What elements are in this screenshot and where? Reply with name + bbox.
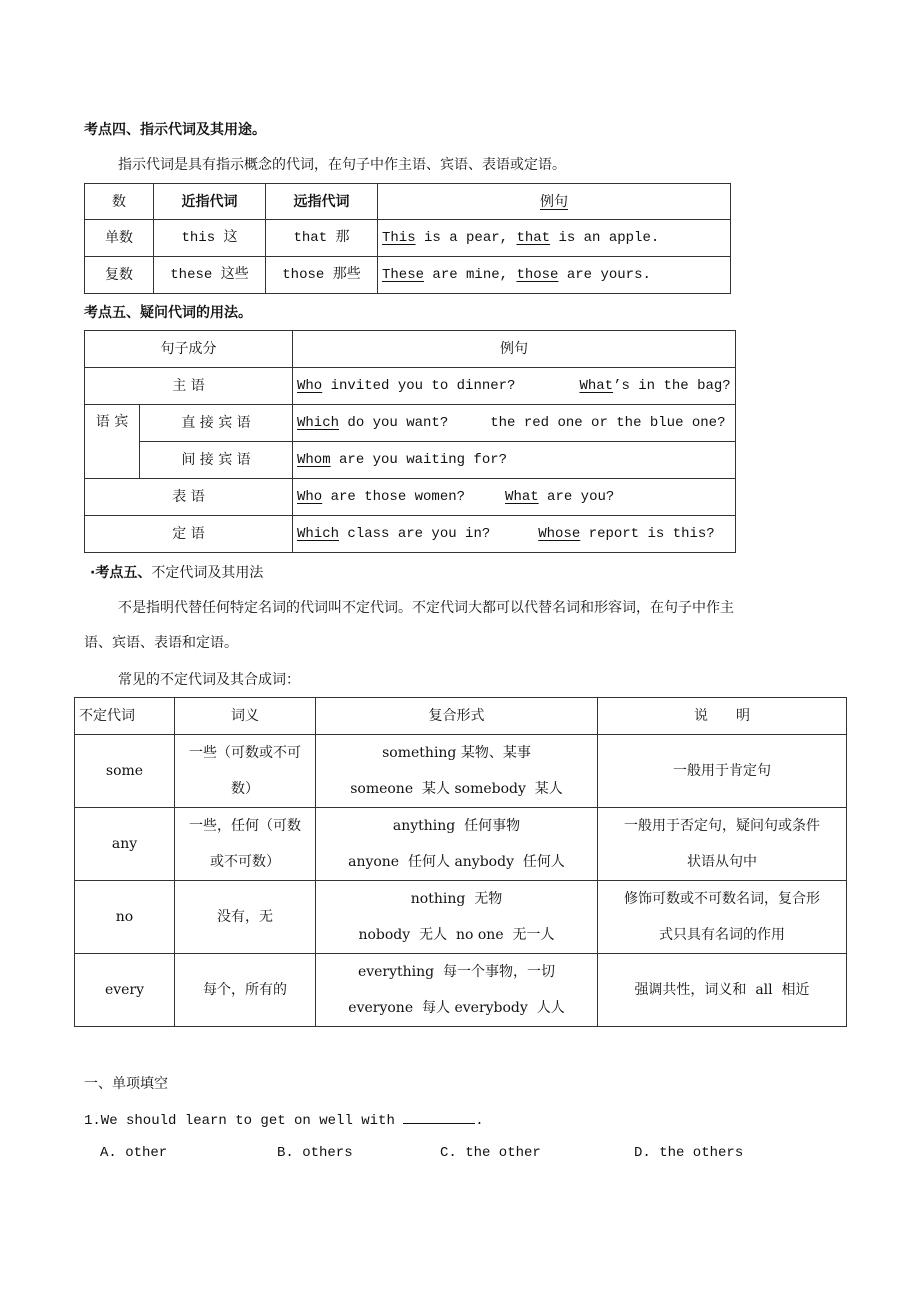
note-text: 状语从句中	[687, 854, 757, 870]
cell: 表 语	[85, 479, 293, 516]
cell: those 那些	[266, 257, 378, 294]
forms-cell	[316, 735, 598, 808]
forms-text: anything 任何事物	[392, 818, 521, 834]
meaning-cell	[175, 954, 316, 1027]
forms-text: something 某物、某事	[382, 745, 531, 761]
answer-blank[interactable]	[403, 1109, 475, 1124]
header-cell: 句子成分	[85, 331, 293, 368]
option-b[interactable]: B. others	[277, 1145, 353, 1161]
forms-text: everything 每一个事物，一切	[357, 964, 556, 980]
table-row	[75, 735, 847, 808]
forms-text: nobody 无人 no one 无一人	[358, 927, 555, 943]
meaning-text: 一些（可数或不可	[189, 745, 301, 761]
paragraph: 指示代词是具有指示概念的代词，在句子中作主语、宾语、表语或定语。	[118, 157, 566, 173]
meaning-cell	[175, 881, 316, 954]
note-text: 一般用于否定句，疑问句或条件	[624, 818, 820, 834]
example-cell: Who are those women? What are you?	[293, 479, 736, 516]
header-cell: 近指代词	[154, 184, 266, 220]
header-cell: 不定代词	[75, 698, 175, 735]
cell: 间 接 宾 语	[140, 442, 293, 479]
section-title: 考点五、疑问代词的用法。	[84, 305, 252, 321]
header-cell: 复合形式	[316, 698, 598, 735]
forms-text: someone 某人 somebody 某人	[350, 781, 563, 797]
demonstrative-table	[84, 183, 731, 294]
example-cell: Which class are you in? Whose report is this?	[293, 516, 736, 553]
note-text: 强调共性，词义和 all 相近	[634, 982, 810, 998]
forms-text: everyone 每人 everybody 人人	[348, 1000, 565, 1016]
forms-cell	[316, 808, 598, 881]
note-cell	[598, 808, 847, 881]
example-cell: These are mine, those are yours.	[378, 257, 731, 294]
paragraph: 常见的不定代词及其合成词：	[118, 672, 300, 688]
word-cell	[75, 735, 175, 808]
option-c[interactable]: C. the other	[440, 1145, 541, 1161]
note-text: 一般用于肯定句	[673, 763, 771, 779]
note-cell	[598, 735, 847, 808]
header-cell: 词义	[175, 698, 316, 735]
cell: that 那	[266, 220, 378, 257]
option-d[interactable]: D. the others	[634, 1145, 744, 1161]
word-cell	[75, 881, 175, 954]
example-cell: This is a pear, that is an apple.	[378, 220, 731, 257]
cell: 单数	[85, 220, 154, 257]
cell: 主 语	[85, 368, 293, 405]
cell: 直 接 宾 语	[140, 405, 293, 442]
section-title: ·考点五、不定代词及其用法	[90, 565, 264, 581]
note-cell	[598, 881, 847, 954]
word-text: some	[105, 763, 144, 779]
example-cell: Whom are you waiting for?	[293, 442, 736, 479]
table-row	[75, 954, 847, 1027]
header-cell: 说 明	[598, 698, 847, 735]
cell: 复数	[85, 257, 154, 294]
cell: these 这些	[154, 257, 266, 294]
meaning-text: 数）	[231, 781, 259, 797]
interrogative-table	[84, 330, 736, 553]
cell: 定 语	[85, 516, 293, 553]
meaning-cell	[175, 735, 316, 808]
paragraph: 语、宾语、表语和定语。	[84, 635, 238, 651]
header-cell: 例句	[378, 184, 731, 220]
table-row	[75, 808, 847, 881]
forms-cell	[316, 881, 598, 954]
word-text: any	[111, 836, 138, 852]
forms-text: nothing 无物	[410, 891, 503, 907]
word-cell	[75, 954, 175, 1027]
header-cell: 数	[85, 184, 154, 220]
header-cell: 例句	[293, 331, 736, 368]
meaning-text: 或不可数）	[210, 854, 280, 870]
header-cell: 远指代词	[266, 184, 378, 220]
meaning-text: 一些，任何（可数	[189, 818, 301, 834]
forms-text: anyone 任何人 anybody 任何人	[348, 854, 565, 870]
example-cell: Which do you want? the red one or the blue one?	[293, 405, 736, 442]
option-a[interactable]: A. other	[100, 1145, 168, 1161]
table-row	[75, 881, 847, 954]
note-cell	[598, 954, 847, 1027]
section-title: 考点四、指示代词及其用途。	[84, 122, 266, 138]
paragraph: 不是指明代替任何特定名词的代词叫不定代词。不定代词大都可以代替名词和形容词，在句子中作主	[118, 600, 734, 616]
meaning-text: 每个，所有的	[203, 982, 287, 998]
meaning-cell	[175, 808, 316, 881]
note-text: 修饰可数或不可数名词，复合形	[624, 891, 820, 907]
note-text: 式只具有名词的作用	[659, 927, 785, 943]
word-text: no	[115, 909, 134, 925]
word-text: every	[104, 982, 145, 998]
example-cell: Who invited you to dinner? What’s in the bag?	[293, 368, 736, 405]
indefinite-table	[74, 697, 847, 1027]
exercise-title: 一、单项填空	[84, 1076, 168, 1092]
question-1: 1.We should learn to get on well with .	[84, 1109, 484, 1129]
meaning-text: 没有，无	[217, 909, 273, 925]
word-cell	[75, 808, 175, 881]
cell: this 这	[154, 220, 266, 257]
cell: 语 宾	[85, 405, 140, 479]
forms-cell	[316, 954, 598, 1027]
